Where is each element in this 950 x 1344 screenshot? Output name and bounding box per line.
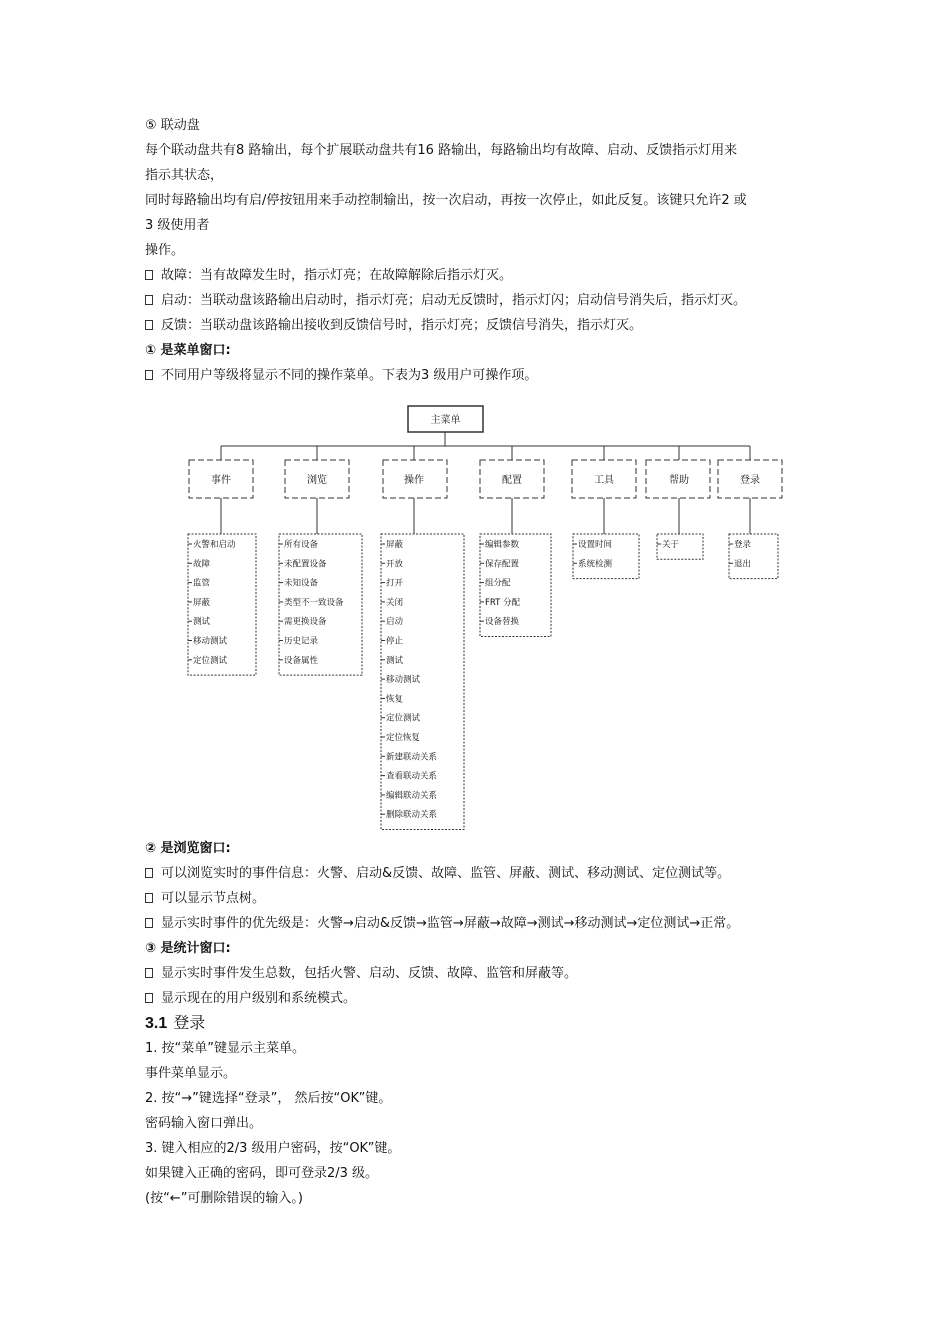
bullet-box-icon	[145, 370, 153, 380]
submenu-item: 移动测试	[193, 636, 228, 647]
bullet-item: 显示实时事件的优先级是：火警→启动&反馈→监管→屏蔽→故障→测试→移动测试→定位测试→正常。	[145, 915, 739, 933]
submenu-item: 打开	[386, 578, 404, 589]
submenu-item: 新建联动关系	[386, 752, 438, 763]
submenu-item: 未配置设备	[284, 559, 327, 570]
bullet-box-icon	[145, 320, 153, 330]
section-3-1-heading: 3.1 登录	[145, 1013, 206, 1032]
bullet-box-icon	[145, 968, 153, 978]
bullet-item: 显示现在的用户级别和系统模式。	[145, 990, 356, 1008]
step-line: 密码输入窗口弹出。	[145, 1116, 263, 1131]
submenu-item: 开放	[386, 559, 404, 570]
step-line: (按“←”可删除错误的输入。)	[145, 1191, 304, 1206]
bullet-item: 可以浏览实时的事件信息：火警、启动&反馈、故障、监管、屏蔽、测试、移动测试、定位测试等。	[145, 865, 730, 883]
paragraph-line: 指示其状态，	[145, 168, 224, 183]
step-line: 1. 按“菜单”键显示主菜单。	[145, 1041, 306, 1056]
bullet-box-icon	[145, 270, 153, 280]
submenu-item: 删除联动关系	[386, 810, 438, 821]
submenu-item: 监管	[193, 578, 211, 589]
bullet-item: 反馈：当联动盘该路输出接收到反馈信号时，指示灯亮；反馈信号消失，指示灯灭。	[145, 317, 642, 335]
submenu-item: 关闭	[386, 597, 404, 608]
bullet-box-icon	[145, 868, 153, 878]
bullet-box-icon	[145, 993, 153, 1003]
submenu-item: 退出	[734, 559, 752, 570]
category-label: 浏览	[307, 475, 327, 486]
submenu-item: 定位测试	[193, 655, 228, 666]
submenu-item: 系统检测	[578, 559, 613, 570]
category-label: 工具	[594, 475, 614, 486]
submenu-item: 编辑参数	[485, 540, 520, 550]
section-5-title: ⑤ 联动盘	[145, 118, 200, 133]
submenu-item: 定位测试	[386, 713, 421, 724]
submenu-item: 测试	[386, 655, 404, 666]
submenu-item: 屏蔽	[386, 540, 404, 550]
submenu-item: 组分配	[485, 578, 511, 589]
submenu-item: 火警和启动	[193, 540, 236, 550]
submenu-item: 历史记录	[284, 636, 319, 647]
step-line: 如果键入正确的密码，即可登录2/3 级。	[145, 1166, 379, 1181]
category-label: 操作	[404, 475, 424, 486]
root-label: 主菜单	[430, 415, 461, 426]
bullet-item: 故障：当有故障发生时，指示灯亮；在故障解除后指示灯灭。	[145, 267, 512, 285]
bullet-box-icon	[145, 893, 153, 903]
step-line: 3. 键入相应的2/3 级用户密码，按“OK”键。	[145, 1141, 401, 1156]
submenu-item: 定位恢复	[386, 733, 421, 743]
submenu-item: 所有设备	[284, 540, 319, 550]
submenu-item: 停止	[386, 636, 404, 647]
category-label: 事件	[211, 475, 231, 486]
bullet-item: 不同用户等级将显示不同的操作菜单。下表为3 级用户可操作项。	[145, 367, 537, 385]
paragraph-line: 3 级使用者	[145, 218, 210, 233]
submenu-item: 启动	[386, 617, 404, 628]
submenu-item: 编辑联动关系	[386, 790, 438, 801]
submenu-item: FRT 分配	[485, 597, 521, 608]
category-label: 配置	[502, 475, 522, 486]
submenu-item: 设置时间	[578, 540, 613, 550]
submenu-item: 需更换设备	[284, 617, 327, 628]
section-2-title: ② 是浏览窗口:	[145, 841, 231, 856]
submenu-item: 设备属性	[284, 655, 319, 666]
submenu-item: 设备替换	[485, 617, 520, 628]
section-3-title: ③ 是统计窗口:	[145, 941, 231, 956]
submenu-item: 测试	[193, 617, 211, 628]
submenu-item: 故障	[193, 559, 211, 570]
submenu-item: 关于	[662, 540, 680, 550]
bullet-item: 启动：当联动盘该路输出启动时，指示灯亮；启动无反馈时，指示灯闪；启动信号消失后，指示灯灭。	[145, 292, 746, 310]
bullet-item: 可以显示节点树。	[145, 890, 265, 908]
submenu-item: 恢复	[386, 694, 404, 705]
paragraph-line: 每个联动盘共有8 路输出，每个扩展联动盘共有16 路输出，每路输出均有故障、启动、反馈指示灯用来	[145, 143, 738, 158]
bullet-item: 显示实时事件发生总数，包括火警、启动、反馈、故障、监管和屏蔽等。	[145, 965, 577, 983]
submenu-item: 屏蔽	[193, 597, 211, 608]
submenu-item: 类型不一致设备	[284, 597, 344, 608]
step-line: 事件菜单显示。	[145, 1066, 237, 1081]
submenu-item: 未知设备	[284, 578, 319, 589]
menu-tree-diagram	[0, 395, 950, 840]
bullet-box-icon	[145, 918, 153, 928]
submenu-item: 移动测试	[386, 675, 421, 686]
section-1-title: ① 是菜单窗口:	[145, 343, 231, 358]
submenu-item: 登录	[734, 540, 752, 550]
category-label: 帮助	[669, 475, 689, 486]
submenu-item: 保存配置	[485, 559, 520, 570]
category-label: 登录	[740, 475, 760, 486]
paragraph-line: 操作。	[145, 243, 185, 258]
step-line: 2. 按“→”键选择“登录”， 然后按“OK”键。	[145, 1091, 392, 1106]
bullet-box-icon	[145, 295, 153, 305]
submenu-item: 查看联动关系	[386, 771, 438, 782]
paragraph-line: 同时每路输出均有启/停按钮用来手动控制输出，按一次启动，再按一次停止，如此反复。该键只允许2 或	[145, 193, 747, 208]
